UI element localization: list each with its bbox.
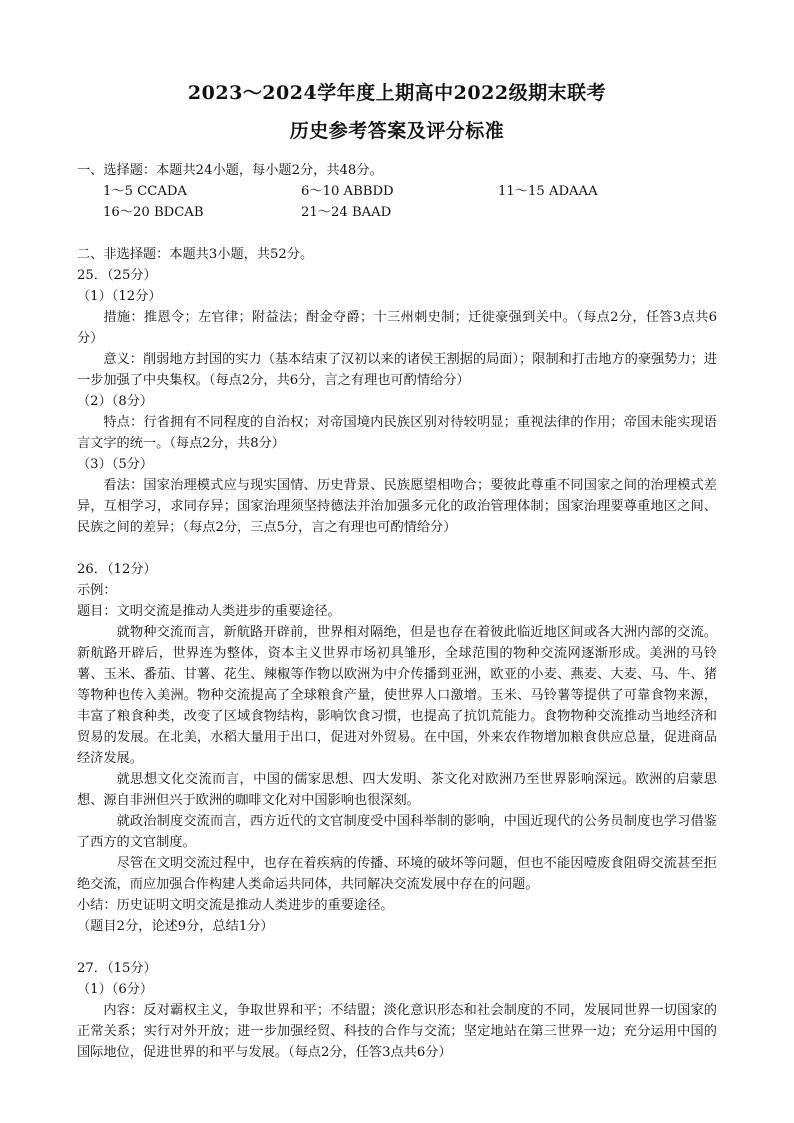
question-26-heading: 26．（12分） (77, 562, 157, 577)
question-25-part-2-heading: （2）（8分） (77, 394, 154, 409)
question-25-part-3-heading: （3）（5分） (77, 457, 154, 472)
essay-paragraph-species: 就物种交流而言，新航路开辟前，世界相对隔绝，但是也存在着彼此临近地区间或各大洲内部的交流。新航路开辟后，世界连为整体，资本主义世界市场初具雏形，全球范围的物种交流网逐渐形成。美洲的马铃薯、玉米、番茄、甘薯、花生、辣椒等作物以欧洲为中介传播到亚洲，欧亚的小麦、燕麦、大麦、马、牛、猪等物种也传入美洲。物种交流提高了全球粮食产量，使世界人口激增。玉米、马铃薯等提供了可靠食物来源，丰富了粮食种类，改变了区域食物结构，影响饮食习惯，也提高了抗饥荒能力。食物物种交流推动当地经济和贸易的发展。在北美，水稻大量用于出口，促进对外贸易。在中国，外来农作物增加粮食供应总量，促进商品经济发展。 (77, 625, 717, 766)
answer-content (77, 160, 717, 1063)
exam-title: 2023～2024学年度上期高中2022级期末联考 (187, 82, 607, 104)
exam-subtitle: 历史参考答案及评分标准 (289, 120, 505, 142)
essay-title: 题目：文明交流是推动人类进步的重要途径。 (77, 604, 341, 619)
section-1-header: 一、选择题：本题共24小题，每小题2分，共48分。 (77, 163, 383, 178)
answer-measures: 措施：推恩令；左官律；附益法；酎金夺爵；十三州刺史制；迁徙豪强到关中。（每点2分，任答3点共6分） (77, 310, 717, 346)
answer-views: 看法：国家治理模式应与现实国情、历史背景、民族愿望相吻合；要彼此尊重不同国家之间的治理模式差异，互相学习，求同存异；国家治理须坚持德法并治加强多元化的政治管理体制；国家治理要尊重地区之间、民族之间的差异；（每点2分，三点5分，言之有理也可酌情给分） (77, 478, 717, 535)
section-2-header: 二、非选择题：本题共3小题，共52分。 (77, 247, 314, 262)
essay-paragraph-culture: 就思想文化交流而言，中国的儒家思想、四大发明、茶文化对欧洲乃至世界影响深远。欧洲的启蒙思想、源自非洲但兴于欧洲的咖啡文化对中国影响也很深刻。 (77, 772, 717, 808)
answer-features: 特点：行省拥有不同程度的自治权；对帝国境内民族区别对待较明显；重视法律的作用；帝国未能实现语言文字的统一。（每点2分，共8分） (77, 415, 717, 451)
question-27-heading: 27．（15分） (77, 961, 157, 976)
mc-answer-group: 6～10 ABBDD (301, 184, 394, 199)
essay-summary: 小结：历史证明文明交流是推动人类进步的重要途径。 (77, 898, 394, 913)
mc-answers-row-2 (77, 202, 717, 223)
answer-content-policy: 内容：反对霸权主义，争取世界和平；不结盟；淡化意识形态和社会制度的不同，发展同世界一切国家的正常关系；实行对外开放；进一步加强经贸、科技的合作与交流；坚定地站在第三世界一边；充分运用中国的国际地位，促进世界的和平与发展。（每点2分，任答3点共6分） (77, 1003, 717, 1060)
mc-answer-group: 11～15 ADAAA (498, 184, 598, 199)
mc-answer-group: 1～5 CCADA (103, 184, 187, 199)
question-25-heading: 25．（25分） (77, 268, 157, 283)
essay-paragraph-politics: 就政治制度交流而言，西方近代的文官制度受中国科举制的影响，中国近现代的公务员制度也学习借鉴了西方的文官制度。 (77, 814, 717, 850)
answer-significance: 意义：削弱地方封国的实力（基本结束了汉初以来的诸侯王割据的局面）；限制和打击地方的豪强势力；进一步加强了中央集权。（每点2分，共6分，言之有理也可酌情给分） (77, 352, 717, 388)
essay-scoring: （题目2分，论述9分，总结1分） (77, 919, 274, 934)
question-27-part-1-heading: （1）（6分） (77, 982, 154, 997)
example-label: 示例： (77, 583, 117, 598)
question-25-part-1-heading: （1）（12分） (77, 289, 162, 304)
mc-answer-group: 16～20 BDCAB (103, 205, 204, 220)
essay-paragraph-problems: 尽管在文明交流过程中，也存在着疾病的传播、环境的破坏等问题，但也不能因噎废食阻碍交流甚至拒绝交流，而应加强合作构建人类命运共同体，共同解决交流发展中存在的问题。 (77, 856, 717, 892)
mc-answer-group: 21～24 BAAD (301, 205, 392, 220)
mc-answers-row-1 (77, 181, 717, 202)
